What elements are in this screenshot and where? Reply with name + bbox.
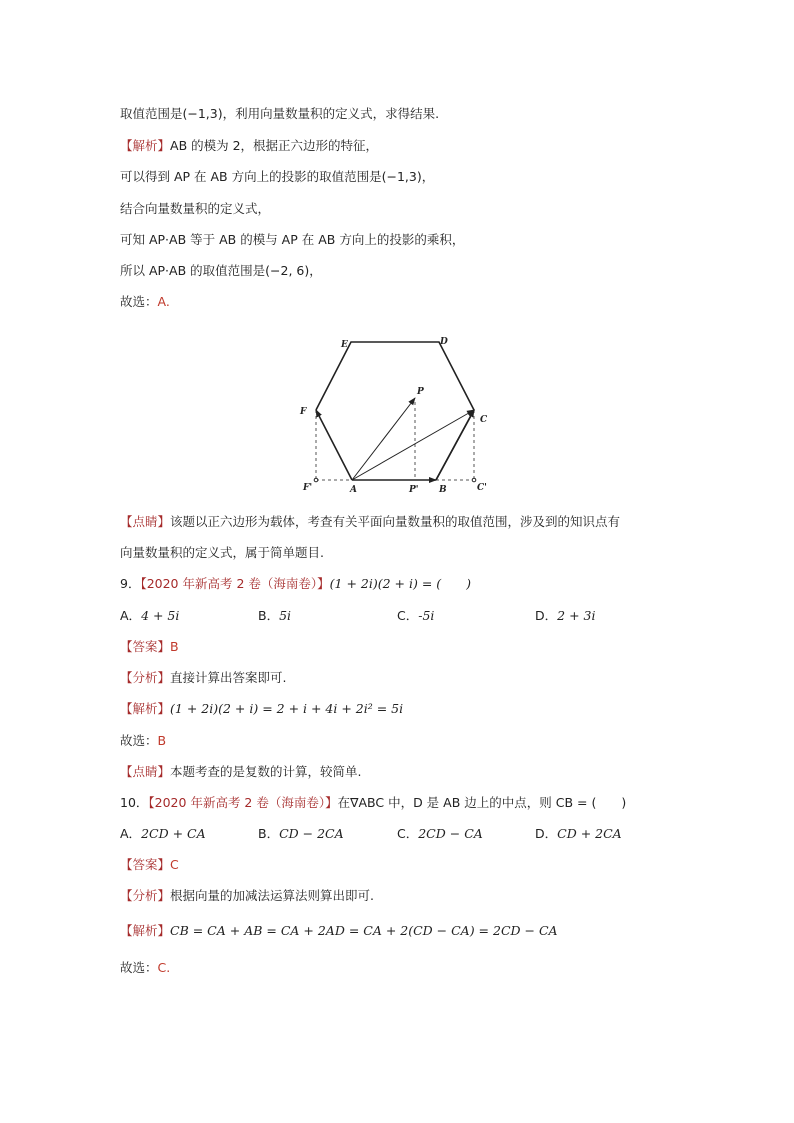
line-1: 取值范围是(−1,3)，利用向量数量积的定义式，求得结果.	[120, 106, 440, 121]
q9-option-a	[120, 606, 179, 624]
q9-option-c-value: -5i	[418, 608, 435, 623]
q9-analysis-text: 直接计算出答案即可.	[170, 670, 287, 685]
q9-option-d	[535, 606, 595, 624]
dianjing-1-line2: 向量数量积的定义式，属于简单题目.	[120, 545, 324, 560]
label-p: P	[417, 387, 424, 397]
line-7	[120, 292, 170, 310]
q9-dianjing-text: 本题考查的是复数的计算，较简单.	[170, 764, 362, 779]
q9-option-a-value: 4 + 5i	[141, 608, 180, 623]
q10-option-d	[535, 824, 622, 842]
q10-option-a-value: 2CD + CA	[141, 826, 206, 841]
label-cp: C'	[477, 483, 487, 493]
q10-option-a-key: A．	[120, 826, 142, 841]
dianjing-tag: 【点睛】	[120, 514, 171, 529]
q9-solution-text: (1 + 2i)(2 + i) = 2 + i + 4i + 2i² = 5i	[170, 701, 404, 716]
q9-option-c-key: C．	[397, 608, 419, 623]
q9-solution	[120, 699, 403, 717]
choose-answer: A.	[157, 294, 170, 309]
q9-dianjing-tag: 【点睛】	[120, 764, 171, 779]
q9-option-b	[258, 606, 291, 624]
q9-choose-label: 故选：	[120, 733, 158, 748]
q10-stem1: 在∇ABC 中，	[337, 795, 414, 810]
q10-solution	[120, 921, 558, 939]
line-5: 可知 AP·AB 等于 AB 的模与 AP 在 AB 方向上的投影的乘积，	[120, 232, 465, 247]
q10-choose	[120, 958, 170, 976]
q9-stem	[120, 574, 471, 592]
q10-option-b	[258, 824, 344, 842]
q9-option-b-key: B．	[258, 608, 280, 623]
label-pp: P'	[409, 485, 419, 495]
q10-source: 【2020 年新高考 2 卷（海南卷）】	[148, 795, 338, 810]
label-c: C	[480, 415, 488, 425]
point-fp	[314, 478, 318, 482]
q10-answer	[120, 855, 179, 873]
q10-analysis-text: 根据向量的加减法运算法则算出即可.	[170, 888, 374, 903]
point-cp	[472, 478, 476, 482]
q10-option-d-key: D．	[535, 826, 558, 841]
q10-option-d-value: CD + 2CA	[557, 826, 622, 841]
q10-option-a	[120, 824, 206, 842]
q9-solution-tag: 【解析】	[120, 701, 171, 716]
q9-analysis-tag: 【分析】	[120, 670, 171, 685]
dianjing-1-line1	[120, 512, 620, 530]
line-2-text: AB 的模为 2，根据正六边形的特征，	[170, 138, 379, 153]
q9-dianjing	[120, 762, 362, 780]
q10-option-c-key: C．	[397, 826, 419, 841]
vector-af	[316, 410, 352, 480]
hexagon-outline	[316, 342, 474, 480]
q10-solution-tag: 【解析】	[120, 923, 171, 938]
label-a: A	[350, 485, 357, 495]
label-d: D	[440, 337, 448, 347]
label-f: F	[300, 407, 307, 417]
q9-answer	[120, 637, 179, 655]
q9-option-a-key: A．	[120, 608, 142, 623]
hexagon-figure	[290, 330, 500, 500]
q10-option-c-value: 2CD − CA	[418, 826, 483, 841]
label-e: E	[341, 340, 348, 350]
q9-source: 【2020 年新高考 2 卷（海南卷）】	[140, 576, 330, 591]
q10-analysis-tag: 【分析】	[120, 888, 171, 903]
line-6: 所以 AP·AB 的取值范围是(−2, 6)，	[120, 263, 322, 278]
label-b: B	[439, 485, 447, 495]
dianjing-text1: 该题以正六边形为载体，考查有关平面向量数量积的取值范围，涉及到的知识点有	[170, 514, 621, 529]
q10-stem2: D 是 AB 边上的中点，则 CB = ( )	[413, 795, 627, 810]
q10-option-c	[397, 824, 483, 842]
line-4: 结合向量数量积的定义式，	[120, 201, 271, 216]
q10-answer-value: C	[170, 857, 179, 872]
q9-option-c	[397, 606, 434, 624]
q9-option-b-value: 5i	[279, 608, 292, 623]
q9-option-d-value: 2 + 3i	[557, 608, 596, 623]
q9-answer-tag: 【答案】	[120, 639, 171, 654]
q9-analysis	[120, 668, 287, 686]
q10-analysis	[120, 886, 374, 904]
q9-expression: (1 + 2i)(2 + i) = ( )	[329, 576, 472, 591]
q10-option-b-value: CD − 2CA	[279, 826, 344, 841]
line-2	[120, 136, 378, 154]
q10-choose-value: C.	[157, 960, 171, 975]
q9-option-d-key: D．	[535, 608, 558, 623]
q9-answer-value: B	[170, 639, 179, 654]
q10-answer-tag: 【答案】	[120, 857, 171, 872]
q10-solution-text: CB = CA + AB = CA + 2AD = CA + 2(CD − CA) = 2CD − CA	[170, 923, 558, 938]
q9-choose	[120, 731, 166, 749]
choose-label: 故选：	[120, 294, 158, 309]
vector-ap	[352, 398, 415, 480]
jiexi-tag: 【解析】	[120, 138, 171, 153]
line-3: 可以得到 AP 在 AB 方向上的投影的取值范围是(−1,3)，	[120, 169, 435, 184]
label-fp: F'	[303, 483, 313, 493]
q10-stem	[120, 793, 626, 811]
q10-number: 10．	[120, 795, 149, 810]
q9-choose-value: B	[157, 733, 167, 748]
q10-choose-label: 故选：	[120, 960, 158, 975]
q10-option-b-key: B．	[258, 826, 280, 841]
q9-number: 9．	[120, 576, 141, 591]
